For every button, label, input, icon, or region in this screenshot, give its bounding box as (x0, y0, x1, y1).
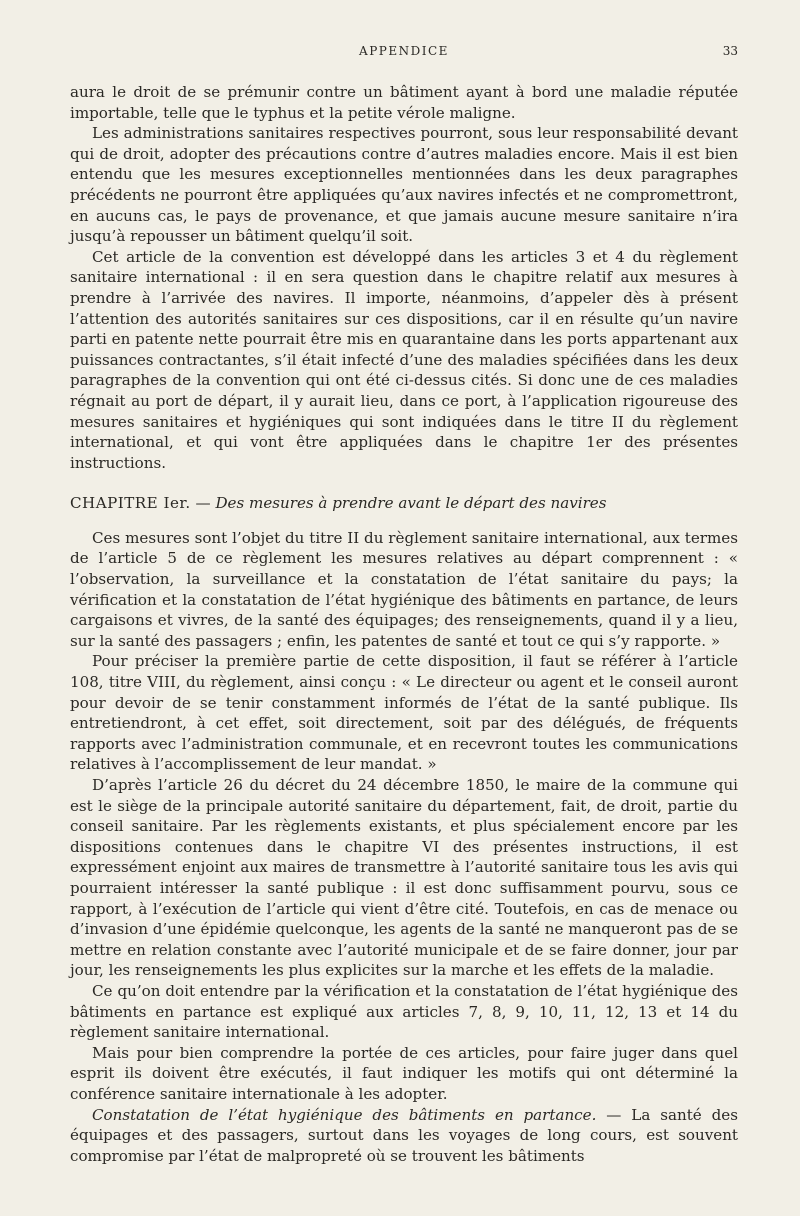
chapter-dash: — (190, 494, 216, 513)
paragraph: Cet article de la convention est développé dans les articles 3 et 4 du règlement sanitaire international : il en sera question dans le chapitre relatif aux mesures à prendre à l’arrivée des navires. Il importe, néanmoins, d’appeler dès à présent l’attention des autorités sanitaires sur ces dispositions, car il en résulte qu’un navire parti en patente nette pourrait être mis en quarantaine dans les ports appartenant aux puissances contractantes, s’il était infecté d’une des maladies spécifiées dans les deux paragraphes de la convention qui ont été ci-dessus cités. Si donc une de ces maladies régnait au port de départ, il y aurait lieu, dans ce port, à l’application rigoureuse des mesures sanitaires et hygiéniques qui sont indiquées dans le titre II du règlement international, et qui vont être appliquées dans le chapitre 1er des présentes instructions. (70, 247, 738, 472)
paragraph: Mais pour bien comprendre la portée de ces articles, pour faire juger dans quel esprit ils doivent être exécutés, il faut indiquer les motifs qui ont déterminé la conférence sanitaire internationale à les adopter. (70, 1043, 738, 1103)
page-number: 33 (722, 44, 738, 58)
chapter-heading (70, 493, 738, 514)
paragraph: aura le droit de se prémunir contre un bâtiment ayant à bord une maladie réputée importable, telle que le typhus et la petite vérole maligne. (70, 83, 738, 122)
paragraph: D’après l’article 26 du décret du 24 décembre 1850, le maire de la commune qui est le siège de la principale autorité sanitaire du département, fait, de droit, partie du conseil sanitaire. Par les règlements existants, et plus spécialement encore par les dispositions contenues dans le chapitre VI des présentes instructions, il est expressément enjoint aux maires de transmettre à l’autorité sanitaire tous les avis qui pourraient intéresser la santé publique : il est donc suffisamment pourvu, sous ce rapport, à l’exécution de l’article qui vient d’être cité. Toutefois, en cas de menace ou d’invasion d’une épidémie quelconque, les agents de la santé ne manqueront pas de se mettre en relation constante avec l’autorité municipale et de se faire donner, jour par jour, les renseignements les plus explicites sur la marche et les effets de la maladie. (70, 776, 738, 980)
section-title: Constatation de l’état hygiénique des bâtiments en partance. (92, 1105, 597, 1124)
chapter-label: CHAPITRE Ier. (70, 494, 191, 513)
paragraph: Les administrations sanitaires respectives pourront, sous leur responsabilité devant qui de droit, adopter des précautions contre d’autres maladies encore. Mais il est bien entendu que les mesures exceptionnelles mentionnées dans les deux paragraphes précédents ne pourront être appliquées qu’aux navires infectés et ne compromettront, en aucuns cas, le pays de provenance, et que jamais aucune mesure sanitaire n’ira jusqu’à repousser un bâtiment quelqu’il soit. (70, 124, 738, 246)
paragraph: Ce qu’on doit entendre par la vérification et la constatation de l’état hygiénique des bâtiments en partance est expliqué aux articles 7, 8, 9, 10, 11, 12, 13 et 14 du règlement sanitaire international. (70, 981, 738, 1042)
section-paragraph (70, 1105, 738, 1167)
paragraph: Pour préciser la première partie de cette disposition, il faut se référer à l’article 108, titre VIII, du règlement, ainsi conçu : « Le directeur ou agent et le conseil auront pour devoir de se tenir constamment informés de l’état de la santé publique. Ils entretiendront, à cet effet, soit directement, soit par des délégués, de fréquents rapports avec l’administration communale, et en recevront toutes les communications relatives à l’accomplissement de leur mandat. » (70, 652, 738, 774)
running-head (70, 44, 738, 64)
body-text (70, 82, 738, 1166)
chapter-title: Des mesures à prendre avant le départ des navires (215, 494, 607, 513)
section-text: — La santé des équipages et des passagers, surtout dans les voyages de long cours, est souvent compromise par l’état de malpropreté où se trouvent les bâtiments (70, 1105, 738, 1165)
paragraph: Ces mesures sont l’objet du titre II du règlement sanitaire international, aux termes de l’article 5 de ce règlement les mesures relatives au départ comprennent : « l’observation, la surveillance et la constatation de l’état sanitaire du pays; la vérification et la constatation de l’état hygiénique des bâtiments en partance, de leurs cargaisons et vivres, de la santé des équipages; des renseignements, quand il y a lieu, sur la santé des passagers ; enfin, les patentes de santé et tout ce qui s’y rapporte. » (70, 528, 738, 650)
running-title: APPENDICE (359, 44, 449, 58)
